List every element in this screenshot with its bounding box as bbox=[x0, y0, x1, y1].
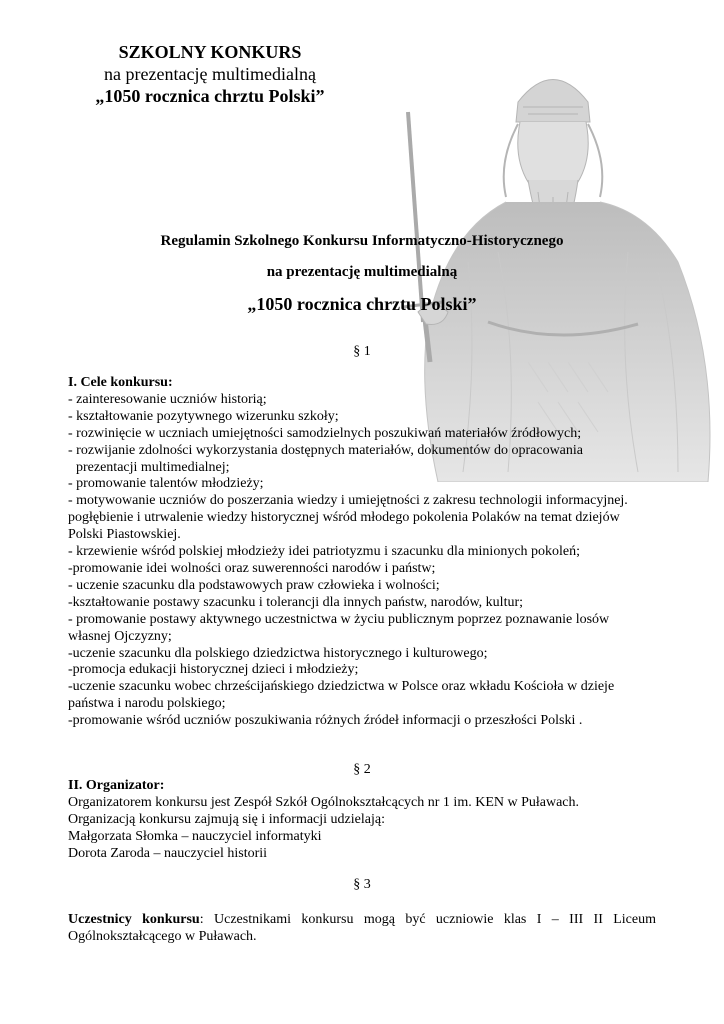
regulations-topic: „1050 rocznica chrztu Polski” bbox=[247, 294, 477, 314]
list-item: - promowanie postawy aktywnego uczestnictwa w życiu publicznym poprzez poznawanie losów bbox=[68, 611, 610, 627]
header-topic: „1050 rocznica chrztu Polski” bbox=[95, 86, 325, 106]
organizer-section bbox=[68, 778, 658, 863]
list-item: Organizatorem konkursu jest Zespół Szkół Ogólnokształcących nr 1 im. KEN w Puławach. bbox=[68, 794, 580, 810]
list-item: -uczenie szacunku dla polskiego dziedzictwa historycznego i kulturowego; bbox=[68, 645, 488, 661]
paragraph-mark-2: § 2 bbox=[353, 762, 371, 777]
participants-label: Uczestnicy konkursu bbox=[68, 912, 200, 927]
list-item: Polski Piastowskiej. bbox=[68, 527, 181, 543]
contest-header bbox=[60, 41, 360, 107]
list-item: -promowanie idei wolności oraz suwerenności narodów i państw; bbox=[68, 560, 436, 576]
list-item: prezentacji multimedialnej; bbox=[76, 459, 230, 475]
list-item: - rozwijanie zdolności wykorzystania dostępnych materiałów, dokumentów do opracowania bbox=[68, 442, 583, 458]
participants-section bbox=[68, 911, 656, 945]
list-item: państwa i narodu polskiego; bbox=[68, 696, 226, 712]
list-item: - krzewienie wśród polskiej młodzieży idei patriotyzmu i szacunku dla minionych pokoleń; bbox=[68, 544, 581, 560]
list-item: - promowanie talentów młodzieży; bbox=[68, 476, 264, 492]
paragraph-mark-1: § 1 bbox=[353, 344, 371, 359]
list-item: -kształtowanie postawy szacunku i tolerancji dla innych państw, narodów, kultur; bbox=[68, 594, 524, 610]
participants-text: : Uczestnikami konkursu mogą być uczniowie klas I – III II Liceum Ogólnokształcącego w Puławach. bbox=[68, 912, 656, 944]
list-item: -promowanie wśród uczniów poszukiwania różnych źródeł informacji o przeszłości Polski . bbox=[68, 713, 583, 729]
organizer-heading: II. Organizator: bbox=[68, 778, 165, 793]
list-item: Dorota Zaroda – nauczyciel historii bbox=[68, 845, 268, 861]
list-item: -promocja edukacji historycznej dzieci i młodzieży; bbox=[68, 662, 359, 678]
list-item: - zainteresowanie uczniów historią; bbox=[68, 391, 267, 407]
list-item: - kształtowanie pozytywnego wizerunku szkoły; bbox=[68, 408, 339, 424]
regulations-subtitle: na prezentację multimedialną bbox=[266, 264, 458, 280]
goals-heading: I. Cele konkursu: bbox=[68, 375, 173, 390]
list-item: -uczenie szacunku wobec chrześcijańskiego dziedzictwa w Polsce oraz wkładu Kościoła w dzieje bbox=[68, 679, 615, 695]
list-item: własnej Ojczyzny; bbox=[68, 628, 172, 644]
list-item: - uczenie szacunku dla podstawowych praw człowieka i wolności; bbox=[68, 577, 440, 593]
list-item: Małgorzata Słomka – nauczyciel informatyki bbox=[68, 828, 322, 844]
goals-section bbox=[68, 375, 658, 730]
header-title: SZKOLNY KONKURS bbox=[118, 42, 302, 62]
header-subtitle: na prezentację multimedialną bbox=[104, 64, 316, 84]
paragraph-mark-3: § 3 bbox=[353, 877, 371, 892]
list-item: pogłębienie i utrwalenie wiedzy historycznej wśród młodego pokolenia Polaków na temat dziejów bbox=[68, 510, 620, 526]
regulations-title: Regulamin Szkolnego Konkursu Informatyczno-Historycznego bbox=[160, 233, 564, 249]
list-item: Organizacją konkursu zajmują się i informacji udzielają: bbox=[68, 811, 385, 827]
list-item: - rozwinięcie w uczniach umiejętności samodzielnych poszukiwań materiałów źródłowych; bbox=[68, 425, 582, 441]
list-item: - motywowanie uczniów do poszerzania wiedzy i umiejętności z zakresu technologii informacyjnej. bbox=[68, 493, 628, 509]
